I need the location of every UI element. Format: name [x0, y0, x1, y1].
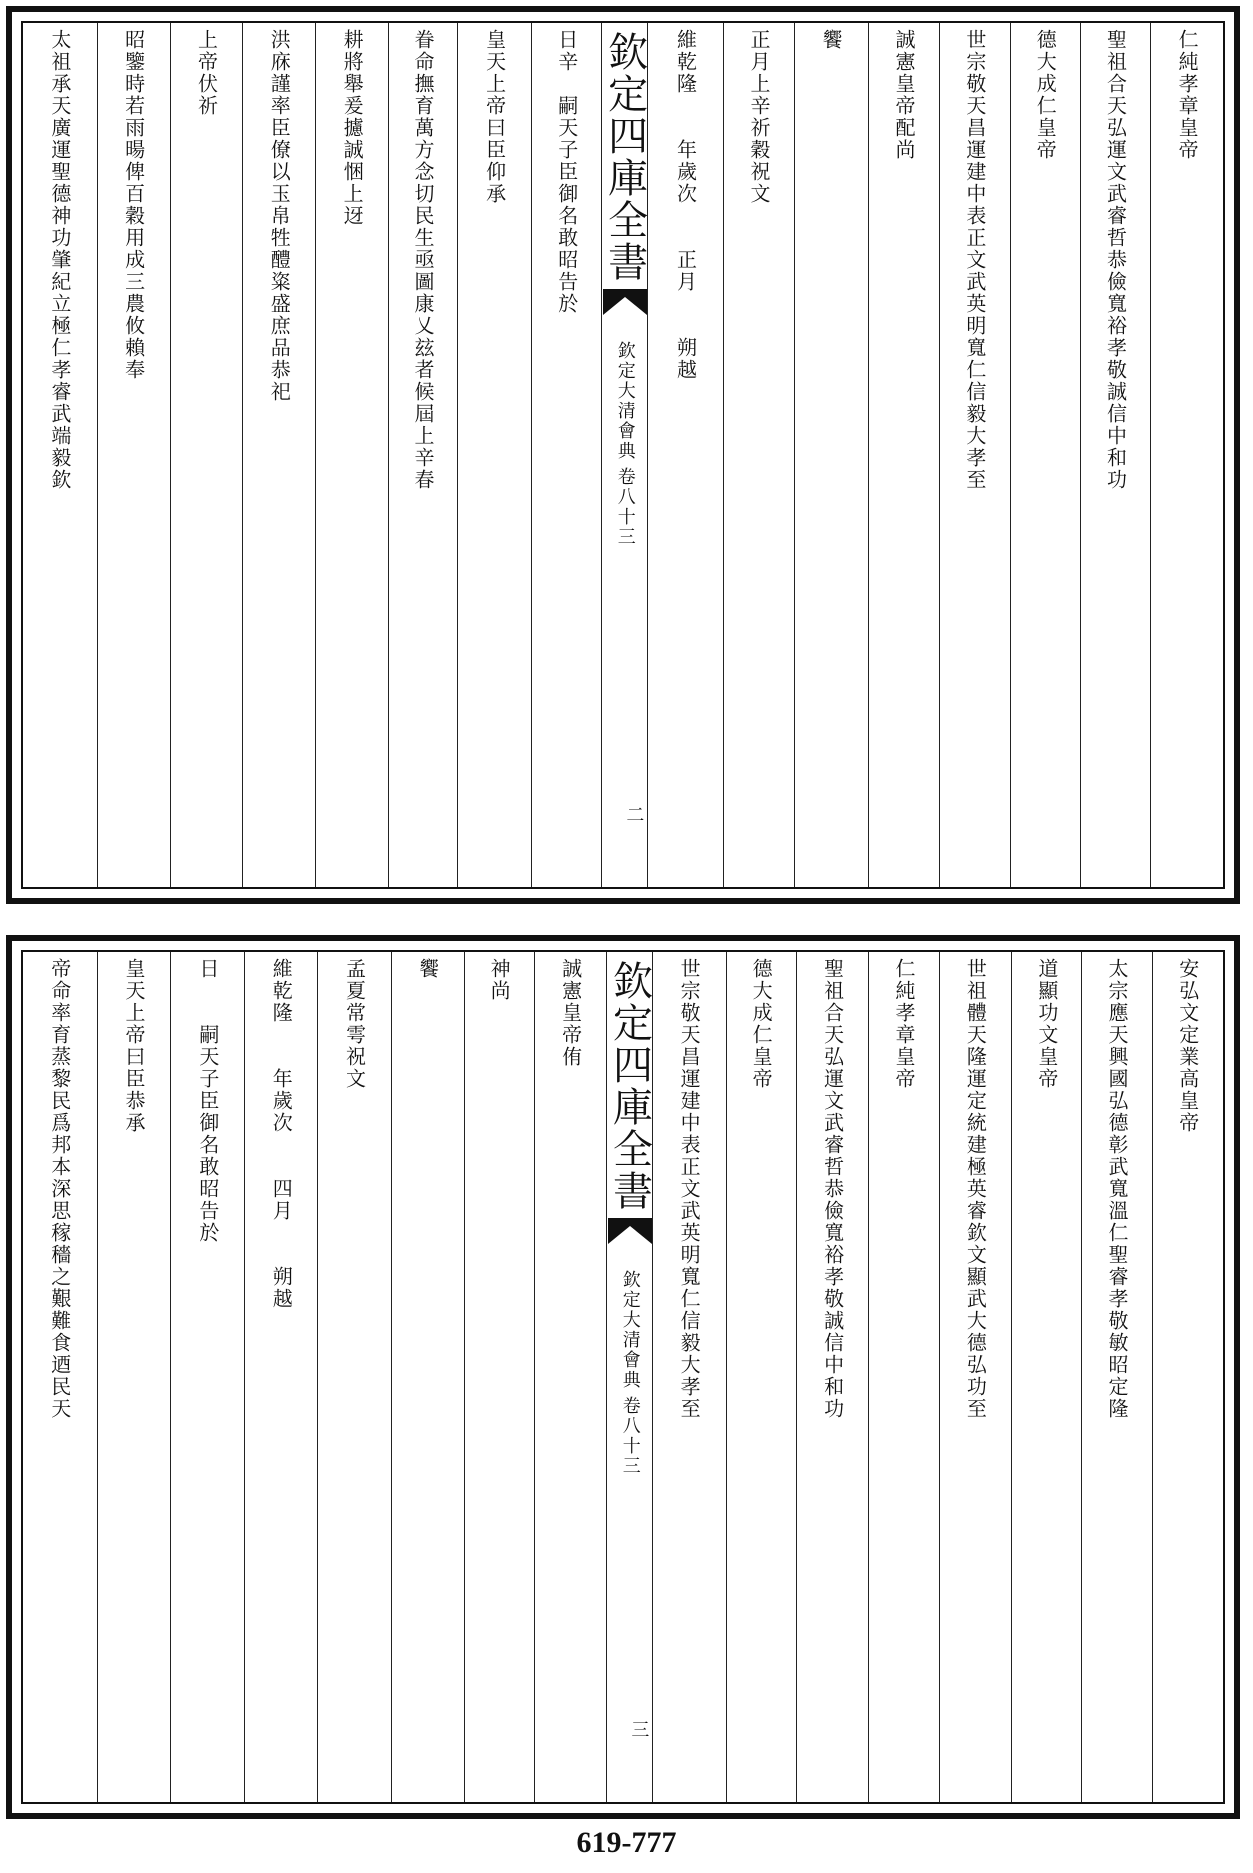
column-text: 太宗應天興國弘德彰武寬溫仁聖睿孝敬敏昭定隆	[1104, 958, 1129, 1420]
text-column	[1010, 23, 1080, 887]
text-column	[23, 952, 97, 1802]
center-gutter	[601, 23, 646, 887]
gutter-volume: 卷八十三	[619, 1396, 641, 1476]
text-column	[457, 23, 531, 887]
text-column	[647, 23, 724, 887]
text-column	[97, 952, 171, 1802]
text-column	[97, 23, 170, 887]
column-text: 饗	[415, 958, 440, 980]
column-text: 誠憲皇帝侑	[558, 958, 583, 1068]
column-text: 皇天上帝曰臣恭承	[122, 958, 147, 1134]
text-column	[652, 952, 726, 1802]
gutter-page-number: 二	[626, 805, 645, 826]
text-column	[868, 23, 940, 887]
text-column	[170, 23, 243, 887]
gutter-book-title: 欽定大清會典	[614, 341, 636, 461]
text-column	[315, 23, 388, 887]
column-text: 太祖承天廣運聖德神功肇紀立極仁孝睿武端毅欽	[47, 29, 72, 491]
center-gutter	[606, 952, 651, 1802]
text-column	[1011, 952, 1081, 1802]
fish-tail-mark-icon	[603, 289, 647, 315]
column-text: 聖祖合天弘運文武睿哲恭儉寬裕孝敬誠信中和功	[1103, 29, 1128, 491]
text-column	[1080, 23, 1150, 887]
column-text: 神尚	[487, 958, 512, 1002]
text-column	[391, 952, 464, 1802]
text-column	[939, 952, 1012, 1802]
column-text: 維乾隆 年歲次 四月 朔越	[269, 958, 294, 1310]
text-column	[794, 23, 868, 887]
column-text: 耕將舉爰攄誠悃上迓	[340, 29, 365, 227]
gutter-subtitle	[612, 341, 636, 461]
text-column	[317, 952, 391, 1802]
text-frame-lower	[21, 950, 1225, 1804]
column-text: 上帝伏祈	[194, 29, 219, 117]
text-column	[1152, 952, 1223, 1802]
column-text: 日辛 嗣天子臣御名敢昭告於	[554, 29, 579, 315]
text-column	[1150, 23, 1223, 887]
fish-tail-mark-icon	[608, 1218, 652, 1244]
column-text: 世宗敬天昌運建中表正文武英明寬仁信毅大孝至	[962, 29, 987, 491]
gutter-subtitle	[617, 1270, 641, 1390]
text-column	[868, 952, 938, 1802]
column-text: 正月上辛祈穀祝文	[746, 29, 771, 205]
column-text: 德大成仁皇帝	[1033, 29, 1058, 161]
column-text: 世宗敬天昌運建中表正文武英明寬仁信毅大孝至	[677, 958, 702, 1420]
text-column	[1081, 952, 1151, 1802]
page-lower	[6, 935, 1240, 1819]
column-text: 仁純孝章皇帝	[891, 958, 916, 1090]
text-column	[531, 23, 601, 887]
text-frame-upper	[21, 21, 1225, 889]
text-column	[23, 23, 97, 887]
gutter-title: 欽定四庫全書	[601, 31, 648, 283]
text-column	[464, 952, 534, 1802]
text-column	[939, 23, 1009, 887]
text-column	[723, 23, 793, 887]
gutter-volume: 卷八十三	[614, 467, 636, 547]
column-text: 孟夏常雩祝文	[342, 958, 367, 1090]
text-column	[170, 952, 244, 1802]
column-text: 維乾隆 年歲次 正月 朔越	[673, 29, 698, 381]
text-column	[796, 952, 869, 1802]
column-text: 眷命撫育萬方念切民生亟圖康乂玆者候屆上辛春	[411, 29, 435, 491]
gutter-book-title: 欽定大清會典	[619, 1270, 641, 1390]
page-upper	[6, 6, 1240, 904]
page-footer-label: 619-777	[576, 1826, 677, 1859]
column-text: 洪庥謹率臣僚以玉帛牲醴粢盛庶品恭祀	[267, 29, 292, 403]
column-text: 皇天上帝曰臣仰承	[482, 29, 507, 205]
column-text: 道顯功文皇帝	[1034, 958, 1059, 1090]
text-column	[726, 952, 796, 1802]
column-text: 昭鑒時若雨暘俾百穀用成三農攸賴奉	[121, 29, 146, 381]
text-column	[388, 23, 457, 887]
column-text: 德大成仁皇帝	[749, 958, 774, 1090]
column-text: 饗	[819, 29, 844, 51]
column-text: 日 嗣天子臣御名敢昭告於	[195, 958, 220, 1244]
column-text: 世祖體天隆運定統建極英睿欽文顯武大德弘功至	[963, 958, 988, 1420]
gutter-page-number: 三	[631, 1720, 650, 1741]
column-text: 安弘文定業高皇帝	[1175, 958, 1200, 1134]
column-text: 誠憲皇帝配尚	[891, 29, 916, 161]
text-column	[242, 23, 315, 887]
text-column	[244, 952, 317, 1802]
text-column	[534, 952, 607, 1802]
column-text: 帝命率育蒸黎民爲邦本深思稼穡之艱難食迺民天	[47, 958, 72, 1420]
column-text: 聖祖合天弘運文武睿哲恭儉寬裕孝敬誠信中和功	[820, 958, 845, 1420]
column-text: 仁純孝章皇帝	[1175, 29, 1200, 161]
gutter-title: 欽定四庫全書	[606, 960, 653, 1212]
